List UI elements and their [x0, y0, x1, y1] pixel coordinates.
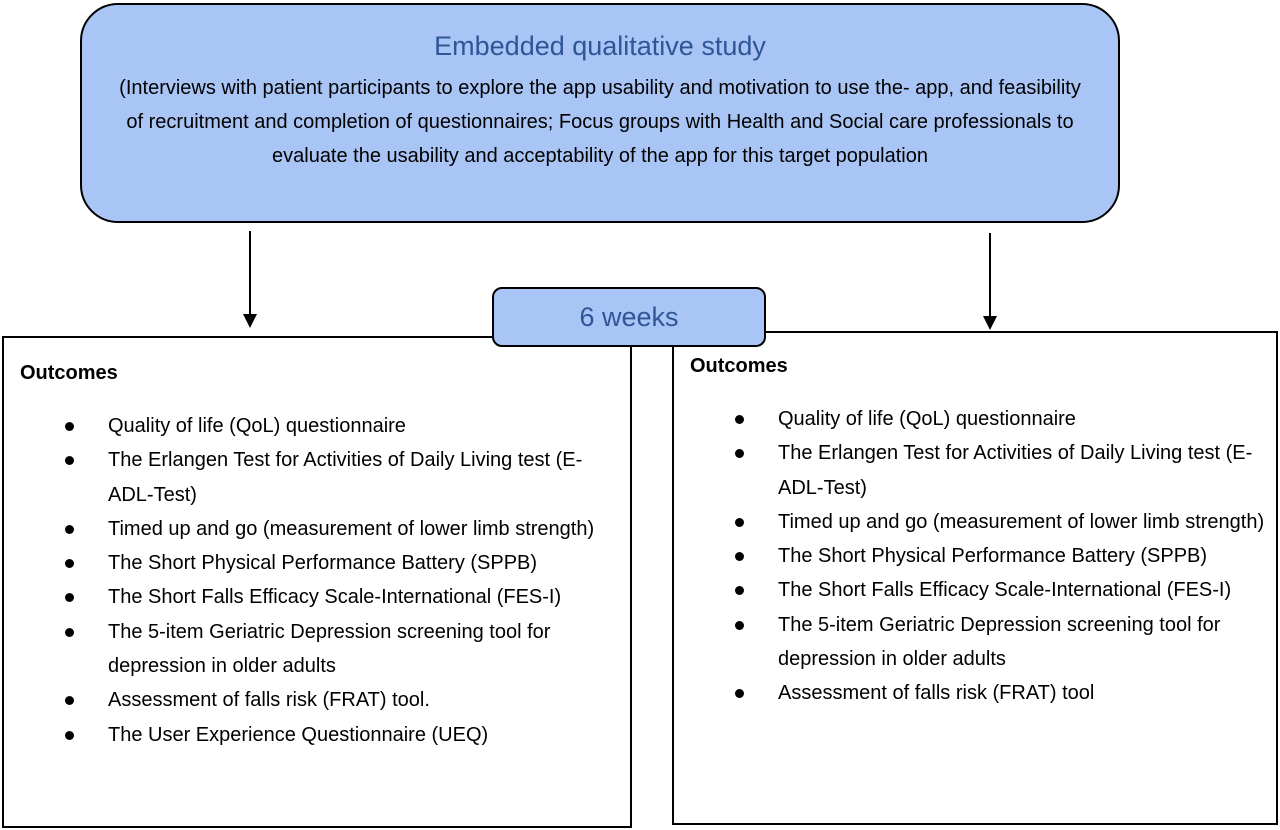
left-outcomes-heading: Outcomes: [20, 362, 118, 384]
list-item: Assessment of falls risk (FRAT) tool: [730, 676, 1270, 710]
qualitative-study-description: (Interviews with patient participants to explore the app usability and motivation to use the- app, and feasibility of recruitment and completion of questionnaires; Focus groups with Health and Social care professionals to evaluate the usability and acceptability of the app for this target population: [119, 77, 1081, 167]
list-item: Quality of life (QoL) questionnaire: [60, 409, 600, 443]
qualitative-study-title: Embedded qualitative study: [434, 31, 766, 61]
list-item: Quality of life (QoL) questionnaire: [730, 402, 1270, 436]
right-outcomes-heading: Outcomes: [690, 355, 788, 377]
list-item: Timed up and go (measurement of lower limb strength): [60, 512, 600, 546]
list-item: The Short Physical Performance Battery (SPPB): [730, 539, 1270, 573]
list-item: The 5-item Geriatric Depression screening tool for depression in older adults: [60, 615, 600, 684]
list-item: The Short Physical Performance Battery (SPPB): [60, 546, 600, 580]
list-item: The Erlangen Test for Activities of Daily Living test (E-ADL-Test): [60, 443, 600, 512]
list-item: The Short Falls Efficacy Scale-International (FES-I): [730, 573, 1270, 607]
left-arrow-head: [243, 314, 257, 328]
list-item: Assessment of falls risk (FRAT) tool.: [60, 683, 600, 717]
right-arrow-head: [983, 316, 997, 330]
list-item: The 5-item Geriatric Depression screening tool for depression in older adults: [730, 608, 1270, 677]
six-weeks-box: 6 weeks: [492, 287, 766, 347]
list-item: The Short Falls Efficacy Scale-International (FES-I): [60, 580, 600, 614]
list-item: The User Experience Questionnaire (UEQ): [60, 718, 600, 752]
list-item: The Erlangen Test for Activities of Daily Living test (E-ADL-Test): [730, 436, 1270, 505]
list-item: Timed up and go (measurement of lower limb strength): [730, 505, 1270, 539]
